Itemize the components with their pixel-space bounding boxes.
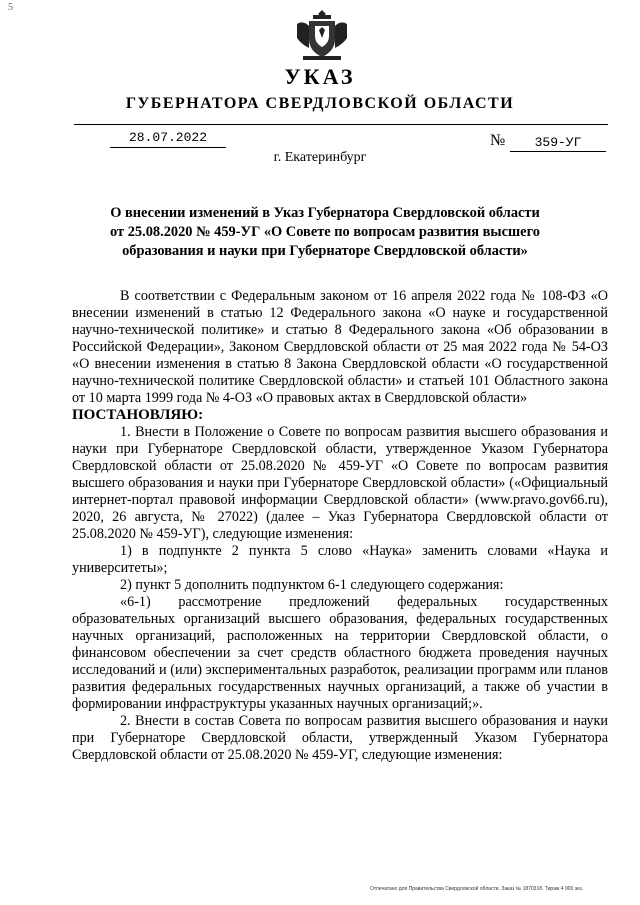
item-2-paragraph: 2. Внести в состав Совета по вопросам развития высшего образования и науки при Губернаторе Свердловской области, утвержденный Указом Губернатора Свердловской области от 25.08.2020 № 459-УГ, следующие изменения: <box>72 713 608 763</box>
document-body <box>72 288 608 764</box>
page-marker: 5 <box>8 2 13 13</box>
title-line: образования и науки при Губернаторе Свердловской области» <box>122 243 528 259</box>
title-line: О внесении изменений в Указ Губернатора Свердловской области <box>110 205 540 221</box>
document-type: УКАЗ <box>284 64 356 89</box>
document-date: 28.07.2022 <box>110 130 226 148</box>
decree-heading: ПОСТАНОВЛЯЮ: <box>72 407 204 423</box>
print-footer: Отпечатано для Правительства Свердловской области. Заказ № 1870318. Тираж 4 000 экз. <box>370 886 584 892</box>
issuer-title: ГУБЕРНАТОРА СВЕРДЛОВСКОЙ ОБЛАСТИ <box>125 95 515 112</box>
coat-of-arms-emblem <box>295 6 349 64</box>
header-divider <box>74 124 608 125</box>
document-number: 359-УГ <box>510 135 606 152</box>
item-1-2-text-paragraph: «6-1) рассмотрение предложений федеральных государственных образовательных организаций высшего образования, федеральных государственных научных организаций, расположенных на территории Свердловской области, о финансовом обеспечении за счет средств областного бюджета проведения научных исследований и (или) экспериментальных разработок, реализации программ или планов развития федеральных государственных научных организаций, а также об участии в формировании инфраструктуры указанных научных организаций;». <box>72 594 608 712</box>
preamble-paragraph: В соответствии с Федеральным законом от 16 апреля 2022 года № 108-ФЗ «О внесении изменений в статью 12 Федерального закона «О науке и государственной научно-технической политике» и статью 8 Федерального закона «Об образовании в Российской Федерации», Законом Свердловской области от 25 мая 2022 года № 54-ОЗ «О внесении изменения в статью 8 Закона Свердловской области «О государственной научно-технической политике Свердловской области» и статьей 101 Областного закона от 10 марта 1999 года № 4-ОЗ «О правовых актах в Свердловской области» <box>72 288 608 406</box>
document-title <box>80 204 570 261</box>
number-sign: № <box>490 132 506 149</box>
item-1-1-paragraph: 1) в подпункте 2 пункта 5 слово «Наука» заменить словами «Наука и университеты»; <box>72 543 608 576</box>
title-line: от 25.08.2020 № 459-УГ «О Совете по вопросам развития высшего <box>110 224 540 240</box>
city: г. Екатеринбург <box>273 150 367 165</box>
item-1-paragraph: 1. Внести в Положение о Совете по вопросам развития высшего образования и науки при Губернаторе Свердловской области, утвержденное Указом Губернатора Свердловской области от 25.08.2020 № 459-УГ «О Совете по вопросам развития высшего образования и науки при Губернаторе Свердловской области» («Официальный интернет-портал правовой информации Свердловской области» (www.pravo.gov66.ru), 2020, 26 августа, № 27022) (далее – Указ Губернатора Свердловской области от 25.08.2020 № 459-УГ), следующие изменения: <box>72 424 608 542</box>
item-1-2-paragraph: 2) пункт 5 дополнить подпунктом 6-1 следующего содержания: <box>120 577 504 593</box>
